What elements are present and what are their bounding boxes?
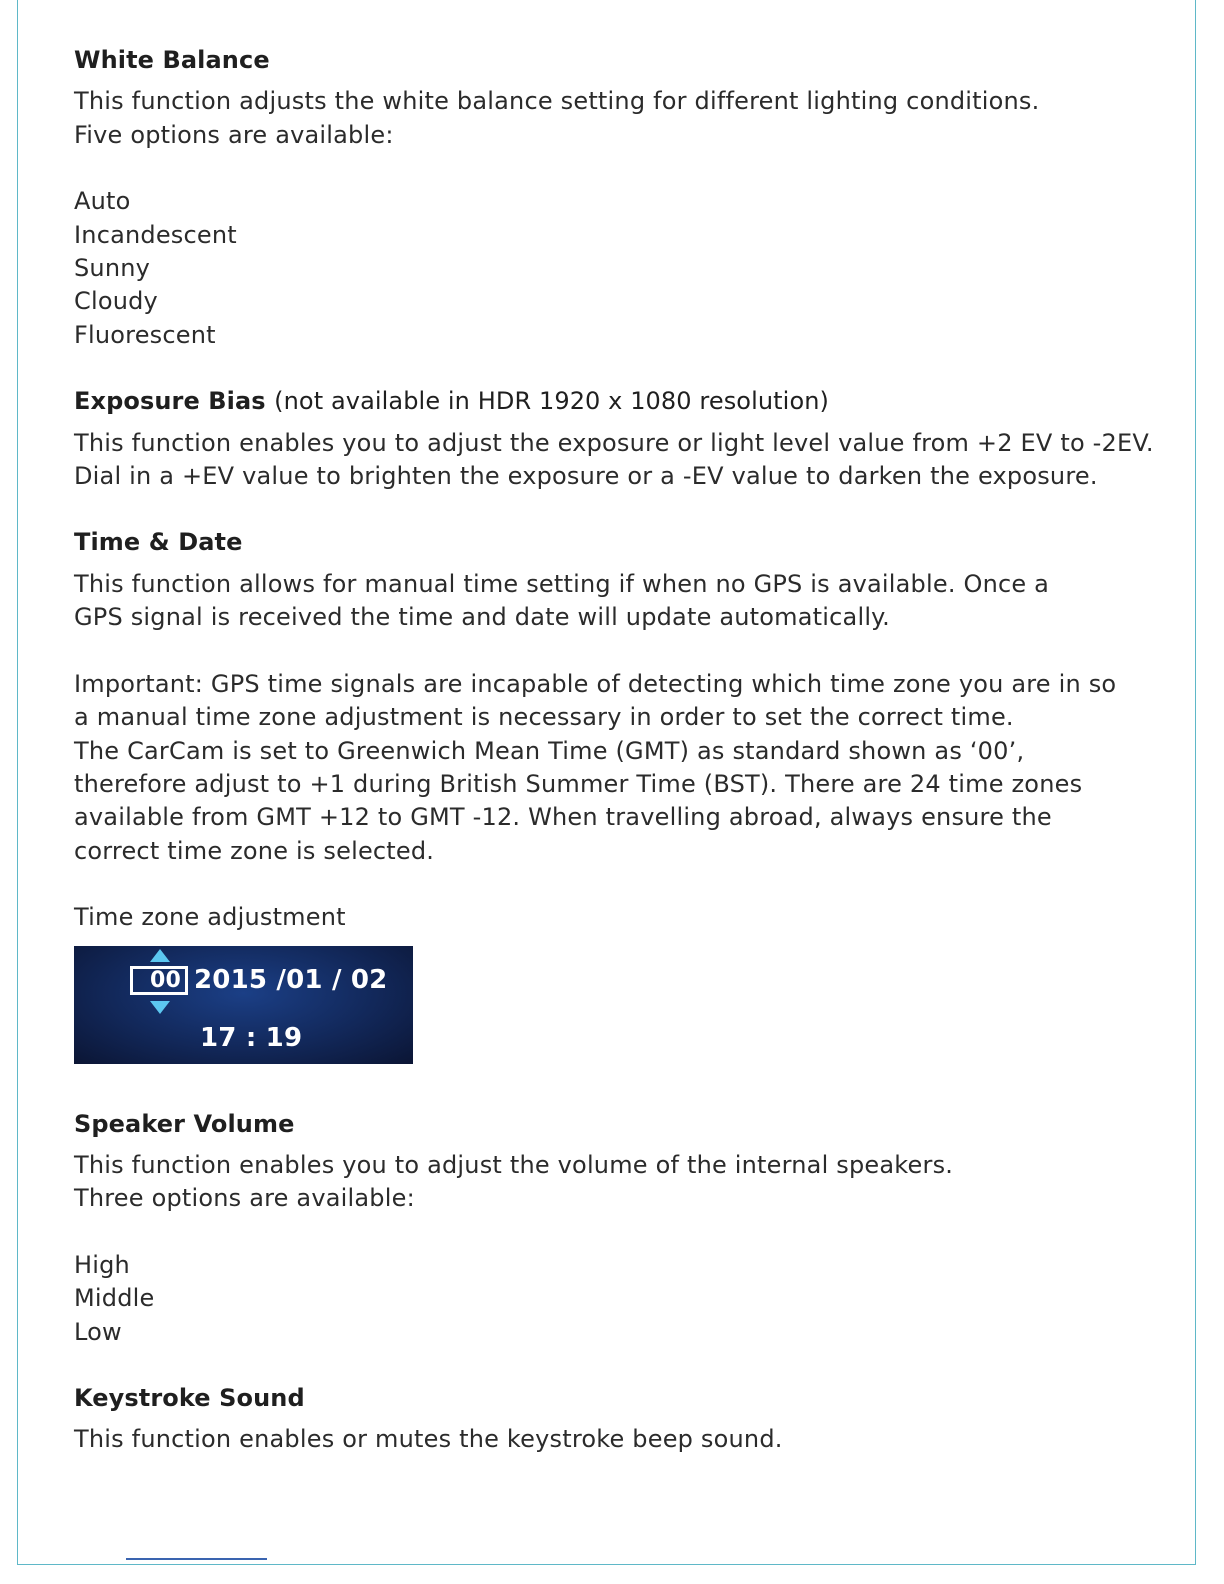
important-note: [74, 668, 1174, 868]
keystroke-sound-heading: Keystroke Sound: [74, 1383, 305, 1412]
list-item: Low: [74, 1317, 122, 1346]
time-date-line1: This function allows for manual time setting if when no GPS is available. Once a: [74, 569, 1050, 598]
list-item: Sunny: [74, 254, 151, 283]
exposure-bias-title: Exposure Bias: [74, 387, 266, 416]
screen-date: 2015 /01 / 02: [194, 964, 388, 995]
important-line: Important: GPS time signals are incapable of detecting which time zone you are in so: [74, 669, 1117, 698]
arrow-down-icon: [150, 1001, 170, 1014]
screen-time: 17 : 19: [200, 1022, 303, 1053]
white-balance-line2: Five options are available:: [74, 120, 394, 149]
time-date-heading: Time & Date: [74, 528, 243, 557]
speaker-volume-options: [74, 1249, 1174, 1349]
list-item: Cloudy: [74, 287, 158, 316]
exposure-bias-line2: Dial in a +EV value to brighten the exposure or a -EV value to darken the exposure.: [74, 462, 1098, 491]
time-zone-value: 00: [130, 966, 188, 995]
exposure-bias-heading: [74, 385, 1174, 418]
speaker-volume-line1: This function enables you to adjust the volume of the internal speakers.: [74, 1150, 954, 1179]
important-line: available from GMT +12 to GMT -12. When travelling abroad, always ensure the: [74, 803, 1052, 832]
keystroke-sound-line1: This function enables or mutes the keystroke beep sound.: [74, 1425, 783, 1454]
list-item: Incandescent: [74, 220, 237, 249]
important-line: a manual time zone adjustment is necessary in order to set the correct time.: [74, 703, 1014, 732]
list-item: Middle: [74, 1284, 155, 1313]
speaker-volume-heading: Speaker Volume: [74, 1109, 295, 1138]
time-zone-label: Time zone adjustment: [74, 903, 346, 932]
speaker-volume-line2: Three options are available:: [74, 1184, 415, 1213]
time-date-line2: GPS signal is received the time and date will update automatically.: [74, 603, 890, 632]
white-balance-line1: This function adjusts the white balance setting for different lighting conditions.: [74, 87, 1040, 116]
white-balance-heading: White Balance: [74, 46, 270, 74]
footer-rule: [126, 1558, 267, 1560]
list-item: High: [74, 1250, 130, 1279]
important-line: therefore adjust to +1 during British Summer Time (BST). There are 24 time zones: [74, 769, 1083, 798]
exposure-bias-note: (not available in HDR 1920 x 1080 resolution): [274, 387, 830, 416]
white-balance-options: [74, 185, 1174, 352]
exposure-bias-line1: This function enables you to adjust the exposure or light level value from +2 EV to -2EV.: [74, 428, 1154, 457]
list-item: Auto: [74, 187, 131, 216]
manual-content: [74, 44, 1174, 1457]
important-line: correct time zone is selected.: [74, 836, 435, 865]
arrow-up-icon: [150, 949, 170, 962]
important-line: The CarCam is set to Greenwich Mean Time (GMT) as standard shown as ‘00’,: [74, 736, 1025, 765]
time-zone-screen-image: [74, 946, 413, 1064]
list-item: Fluorescent: [74, 320, 216, 349]
